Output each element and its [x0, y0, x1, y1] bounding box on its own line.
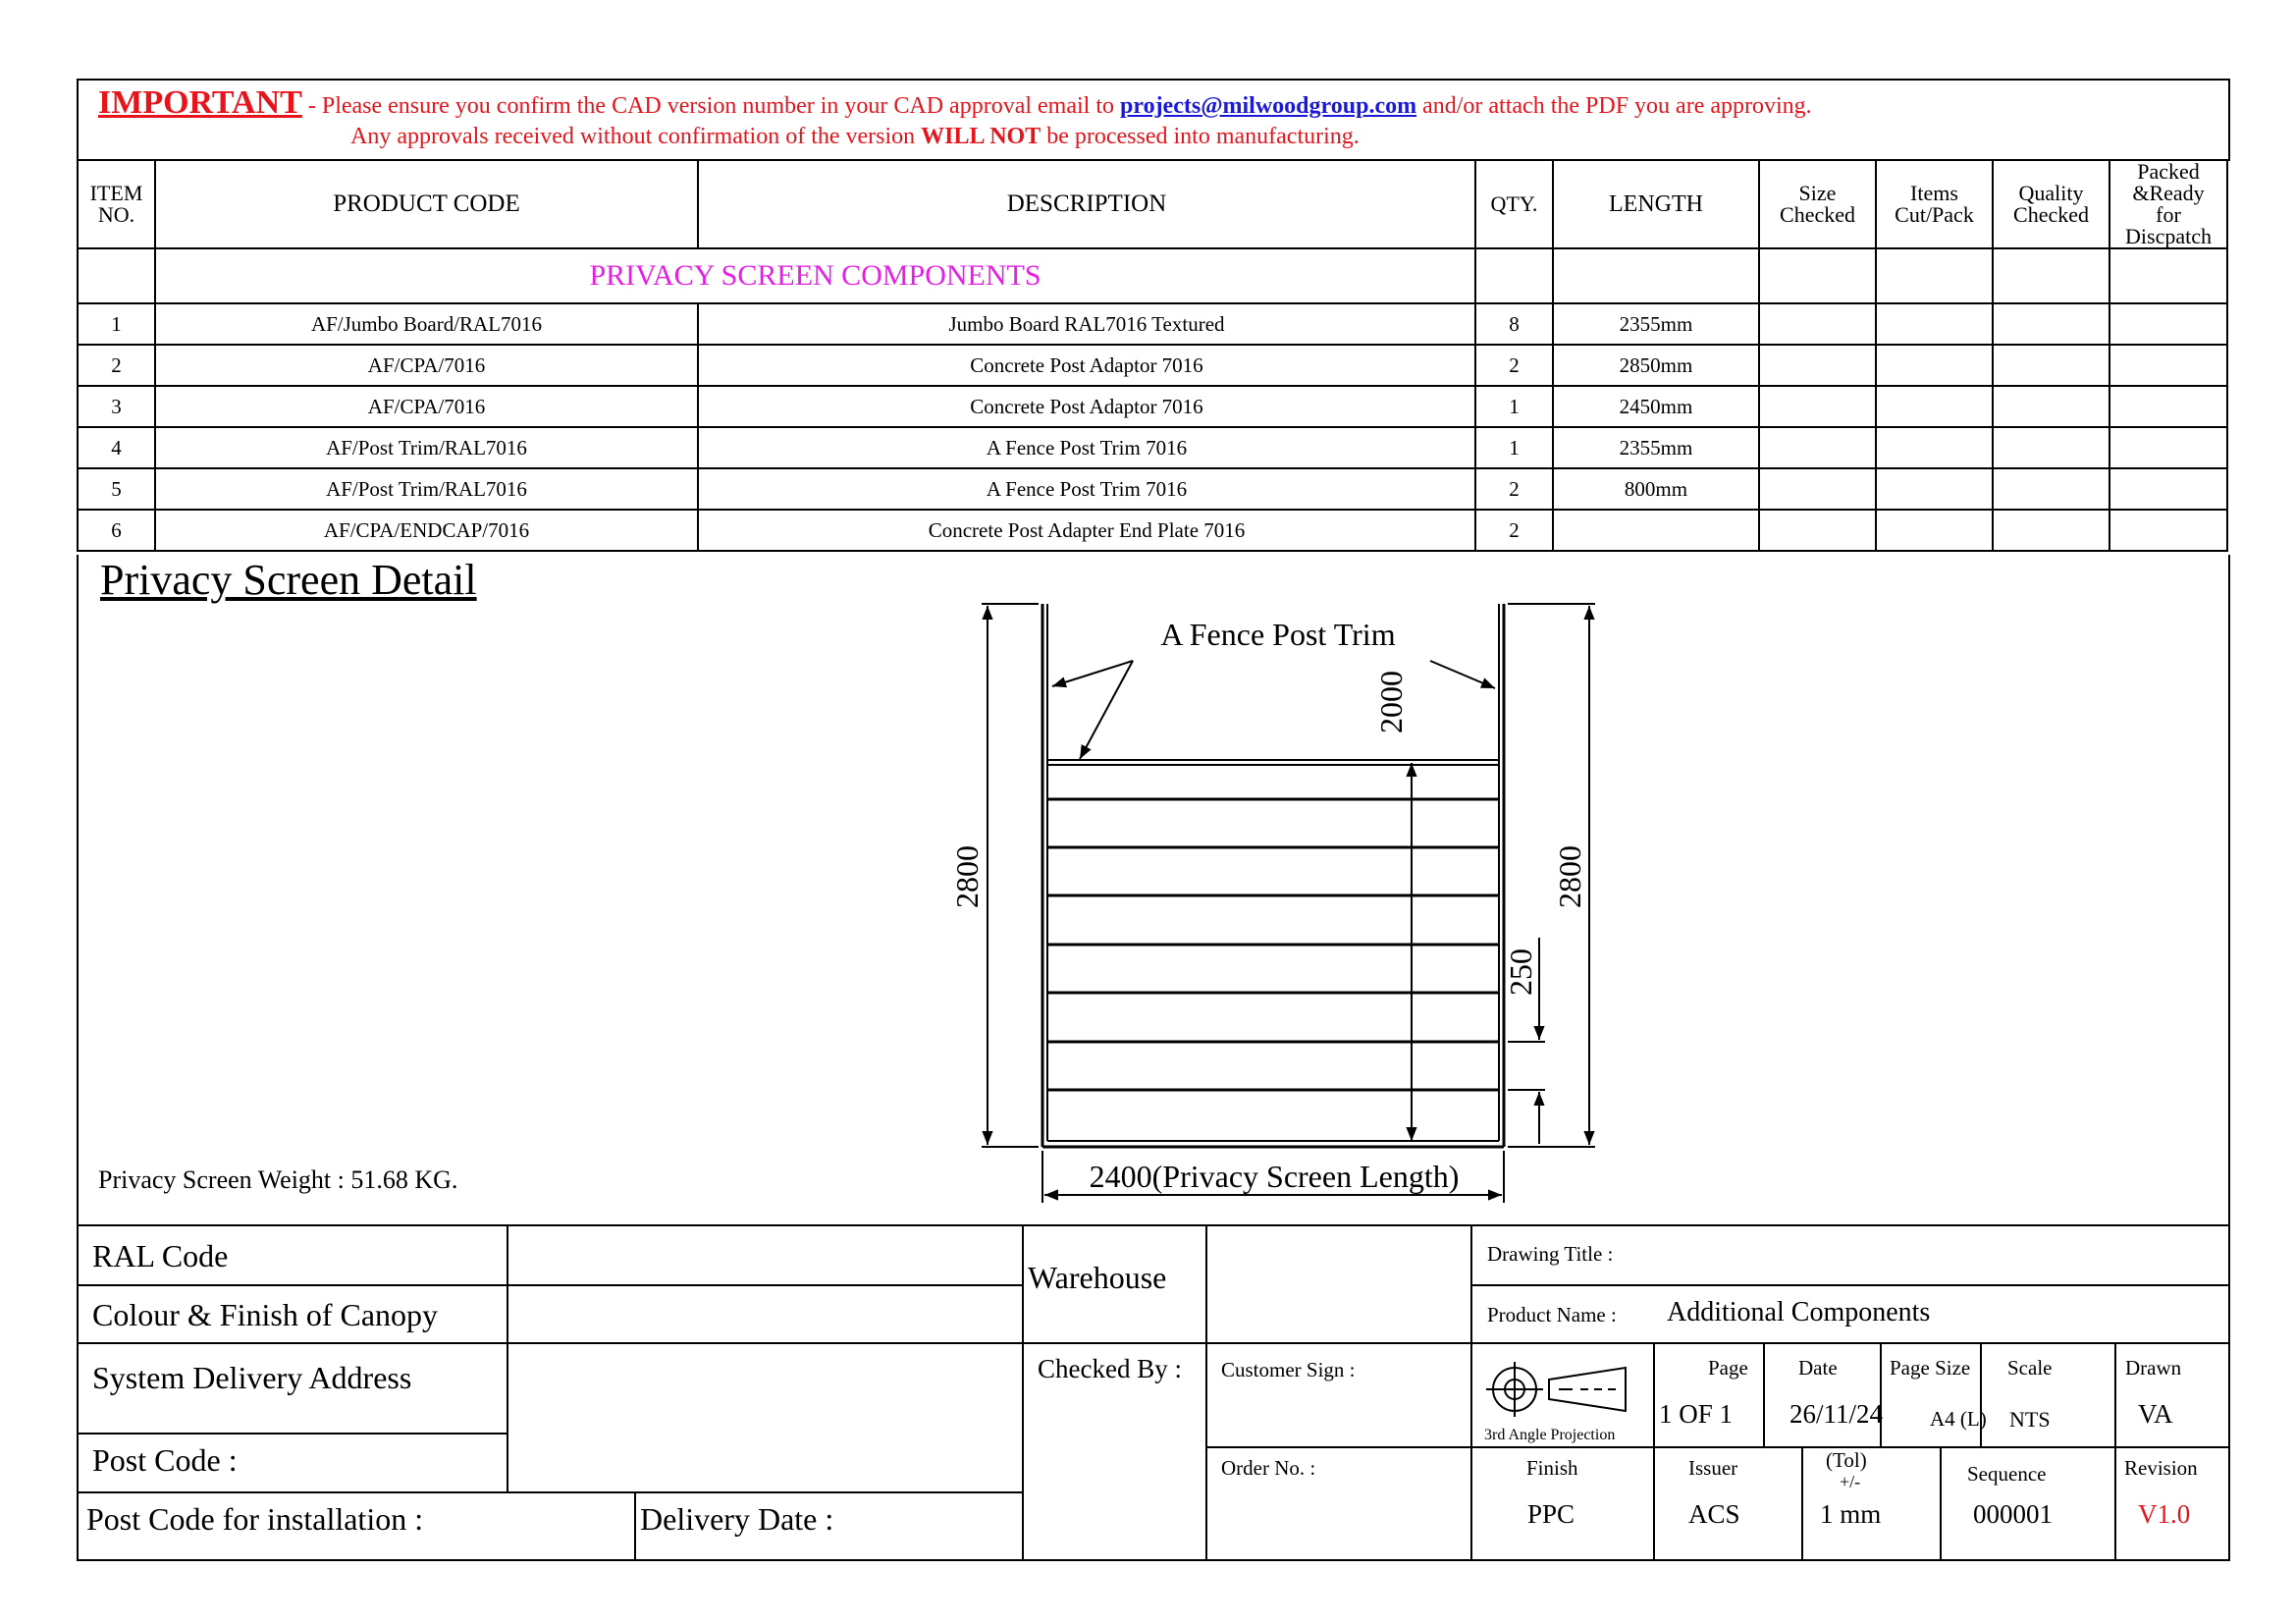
post-code-install-label: Post Code for installation :: [86, 1501, 424, 1537]
delivery-address-field[interactable]: [508, 1344, 1022, 1491]
email-link[interactable]: projects@milwoodgroup.com: [1120, 93, 1417, 119]
packed-ready-cell[interactable]: [2109, 303, 2227, 345]
packed-ready-cell[interactable]: [2109, 510, 2227, 551]
length: 2850mm: [1553, 345, 1759, 386]
section-title: PRIVACY SCREEN COMPONENTS: [155, 248, 1475, 303]
item-no: 1: [78, 303, 155, 345]
product-code: AF/CPA/ENDCAP/7016: [155, 510, 698, 551]
description: Concrete Post Adapter End Plate 7016: [698, 510, 1475, 551]
third-angle-projection-icon: [1478, 1354, 1645, 1436]
drawing-title-label: Drawing Title :: [1487, 1242, 1614, 1266]
length: [1553, 510, 1759, 551]
quality-checked-cell[interactable]: [1993, 303, 2109, 345]
product-code: AF/Post Trim/RAL7016: [155, 427, 698, 468]
quality-checked-cell[interactable]: [1993, 468, 2109, 510]
components-table: [77, 159, 2228, 552]
product-code: AF/Jumbo Board/RAL7016: [155, 303, 698, 345]
customer-sign-label: Customer Sign :: [1221, 1358, 1356, 1381]
section-row: [78, 248, 2227, 303]
size-checked-cell[interactable]: [1759, 303, 1876, 345]
left-height-label: 2800: [949, 845, 985, 908]
issuer-label: Issuer: [1688, 1456, 1738, 1480]
sequence-value: 000001: [1973, 1499, 2053, 1529]
header-packed-ready: Packed &Ready for Discpatch: [2109, 160, 2227, 248]
page-value: 1 OF 1: [1659, 1399, 1734, 1429]
description: Concrete Post Adaptor 7016: [698, 345, 1475, 386]
length: 2450mm: [1553, 386, 1759, 427]
packed-ready-cell[interactable]: [2109, 427, 2227, 468]
header-length: LENGTH: [1553, 160, 1759, 248]
finish-label: Finish: [1526, 1456, 1578, 1480]
important-text-1b: and/or attach the PDF you are approving.: [1416, 93, 1812, 119]
product-code: AF/Post Trim/RAL7016: [155, 468, 698, 510]
quality-checked-cell[interactable]: [1993, 427, 2109, 468]
packed-ready-cell[interactable]: [2109, 468, 2227, 510]
bottom-rail: [1042, 1141, 1504, 1147]
board-spacing-label: 250: [1503, 948, 1538, 996]
post-code-label: Post Code :: [92, 1442, 238, 1478]
size-checked-cell[interactable]: [1759, 468, 1876, 510]
right-post: [1499, 604, 1504, 1147]
items-cut-pack-cell[interactable]: [1876, 510, 1993, 551]
screen-weight: Privacy Screen Weight : 51.68 KG.: [98, 1165, 458, 1194]
page-size-value: A4 (L): [1930, 1407, 1987, 1431]
date-value: 26/11/24: [1789, 1399, 1884, 1429]
items-cut-pack-cell[interactable]: [1876, 303, 1993, 345]
header-qty: QTY.: [1475, 160, 1553, 248]
header-quality-checked: Quality Checked: [1993, 160, 2109, 248]
description: Jumbo Board RAL7016 Textured: [698, 303, 1475, 345]
section-item-cell: [78, 248, 155, 303]
ral-code-field[interactable]: [508, 1226, 1022, 1284]
tolerance-sub-label: +/-: [1840, 1472, 1861, 1491]
drawn-label: Drawn: [2125, 1356, 2182, 1380]
colour-finish-field[interactable]: [508, 1286, 1022, 1342]
quality-checked-cell[interactable]: [1993, 510, 2109, 551]
callout-leaders: [1052, 661, 1495, 759]
detail-title: Privacy Screen Detail: [100, 556, 477, 604]
scale-value: NTS: [2009, 1407, 2051, 1432]
qty: 1: [1475, 427, 1553, 468]
item-no: 5: [78, 468, 155, 510]
sequence-label: Sequence: [1967, 1462, 2047, 1486]
projection-label: 3rd Angle Projection: [1484, 1427, 1616, 1443]
important-line-2: [350, 124, 1360, 150]
packed-ready-cell[interactable]: [2109, 345, 2227, 386]
table-row: [78, 303, 2227, 345]
revision-label: Revision: [2124, 1456, 2198, 1480]
important-text-2b: be processed into manufacturing.: [1041, 124, 1360, 149]
header-product-code: PRODUCT CODE: [155, 160, 698, 248]
delivery-date-label: Delivery Date :: [640, 1501, 834, 1537]
items-cut-pack-cell[interactable]: [1876, 386, 1993, 427]
post-trim-callout: A Fence Post Trim: [1160, 617, 1396, 652]
detail-area: [77, 555, 2230, 1224]
product-code: AF/CPA/7016: [155, 345, 698, 386]
qty: 1: [1475, 386, 1553, 427]
size-checked-cell[interactable]: [1759, 345, 1876, 386]
colour-finish-label: Colour & Finish of Canopy: [92, 1297, 439, 1332]
item-no: 4: [78, 427, 155, 468]
tolerance-label: (Tol): [1826, 1448, 1867, 1472]
product-name-label: Product Name :: [1487, 1303, 1617, 1326]
qty: 2: [1475, 468, 1553, 510]
table-row: [78, 345, 2227, 386]
product-name-value: Additional Components: [1667, 1297, 1931, 1327]
qty: 2: [1475, 345, 1553, 386]
quality-checked-cell[interactable]: [1993, 345, 2109, 386]
issuer-value: ACS: [1688, 1499, 1740, 1529]
header-description: DESCRIPTION: [698, 160, 1475, 248]
important-text-1a: Please ensure you confirm the CAD version number in your CAD approval email to: [321, 93, 1120, 119]
length-label: 2400(Privacy Screen Length): [1089, 1159, 1460, 1194]
item-no: 2: [78, 345, 155, 386]
description: Concrete Post Adaptor 7016: [698, 386, 1475, 427]
page-size-label: Page Size: [1890, 1356, 1971, 1380]
description: A Fence Post Trim 7016: [698, 427, 1475, 468]
post-trim: [1047, 760, 1499, 765]
length: 800mm: [1553, 468, 1759, 510]
table-row: [78, 427, 2227, 468]
warehouse-label: Warehouse: [1028, 1260, 1167, 1295]
tolerance-value: 1 mm: [1820, 1499, 1882, 1529]
items-cut-pack-cell[interactable]: [1876, 345, 1993, 386]
important-line-1: [98, 84, 1812, 122]
warehouse-field[interactable]: [1207, 1226, 1470, 1342]
length: 2355mm: [1553, 303, 1759, 345]
item-no: 6: [78, 510, 155, 551]
header-items-cut-pack: Items Cut/Pack: [1876, 160, 1993, 248]
description: A Fence Post Trim 7016: [698, 468, 1475, 510]
date-label: Date: [1798, 1356, 1838, 1380]
size-checked-cell[interactable]: [1759, 386, 1876, 427]
quality-checked-cell[interactable]: [1993, 386, 2109, 427]
left-height-dimension: [982, 604, 1039, 1147]
size-checked-cell[interactable]: [1759, 510, 1876, 551]
table-row: [78, 510, 2227, 551]
scale-label: Scale: [2007, 1356, 2053, 1380]
length: 2355mm: [1553, 427, 1759, 468]
table-row: [78, 468, 2227, 510]
important-label: IMPORTANT: [98, 84, 302, 121]
page-label: Page: [1708, 1356, 1748, 1380]
board-height-label: 2000: [1373, 671, 1409, 733]
table-header-row: [78, 160, 2227, 248]
will-not-text: WILL NOT: [921, 124, 1041, 149]
checked-by-label: Checked By :: [1038, 1354, 1182, 1383]
important-dash: -: [301, 93, 322, 119]
qty: 8: [1475, 303, 1553, 345]
left-post: [1042, 604, 1047, 1147]
right-height-label: 2800: [1552, 845, 1587, 908]
drawn-value: VA: [2138, 1399, 2173, 1429]
size-checked-cell[interactable]: [1759, 427, 1876, 468]
board-lines: [1047, 799, 1499, 1090]
title-block: [77, 1224, 2230, 1561]
delivery-address-label: System Delivery Address: [92, 1360, 412, 1395]
important-text-2a: Any approvals received without confirmation of the version: [350, 124, 922, 149]
item-no: 3: [78, 386, 155, 427]
revision-value: V1.0: [2138, 1499, 2191, 1529]
ral-code-label: RAL Code: [92, 1238, 229, 1273]
product-code: AF/CPA/7016: [155, 386, 698, 427]
important-banner: [77, 79, 2230, 161]
header-size-checked: Size Checked: [1759, 160, 1876, 248]
finish-value: PPC: [1527, 1499, 1575, 1529]
privacy-screen-drawing: [79, 555, 2224, 1224]
header-item-no: ITEM NO.: [78, 160, 155, 248]
qty: 2: [1475, 510, 1553, 551]
table-row: [78, 386, 2227, 427]
items-cut-pack-cell[interactable]: [1876, 468, 1993, 510]
items-cut-pack-cell[interactable]: [1876, 427, 1993, 468]
packed-ready-cell[interactable]: [2109, 386, 2227, 427]
order-no-label: Order No. :: [1221, 1456, 1316, 1480]
